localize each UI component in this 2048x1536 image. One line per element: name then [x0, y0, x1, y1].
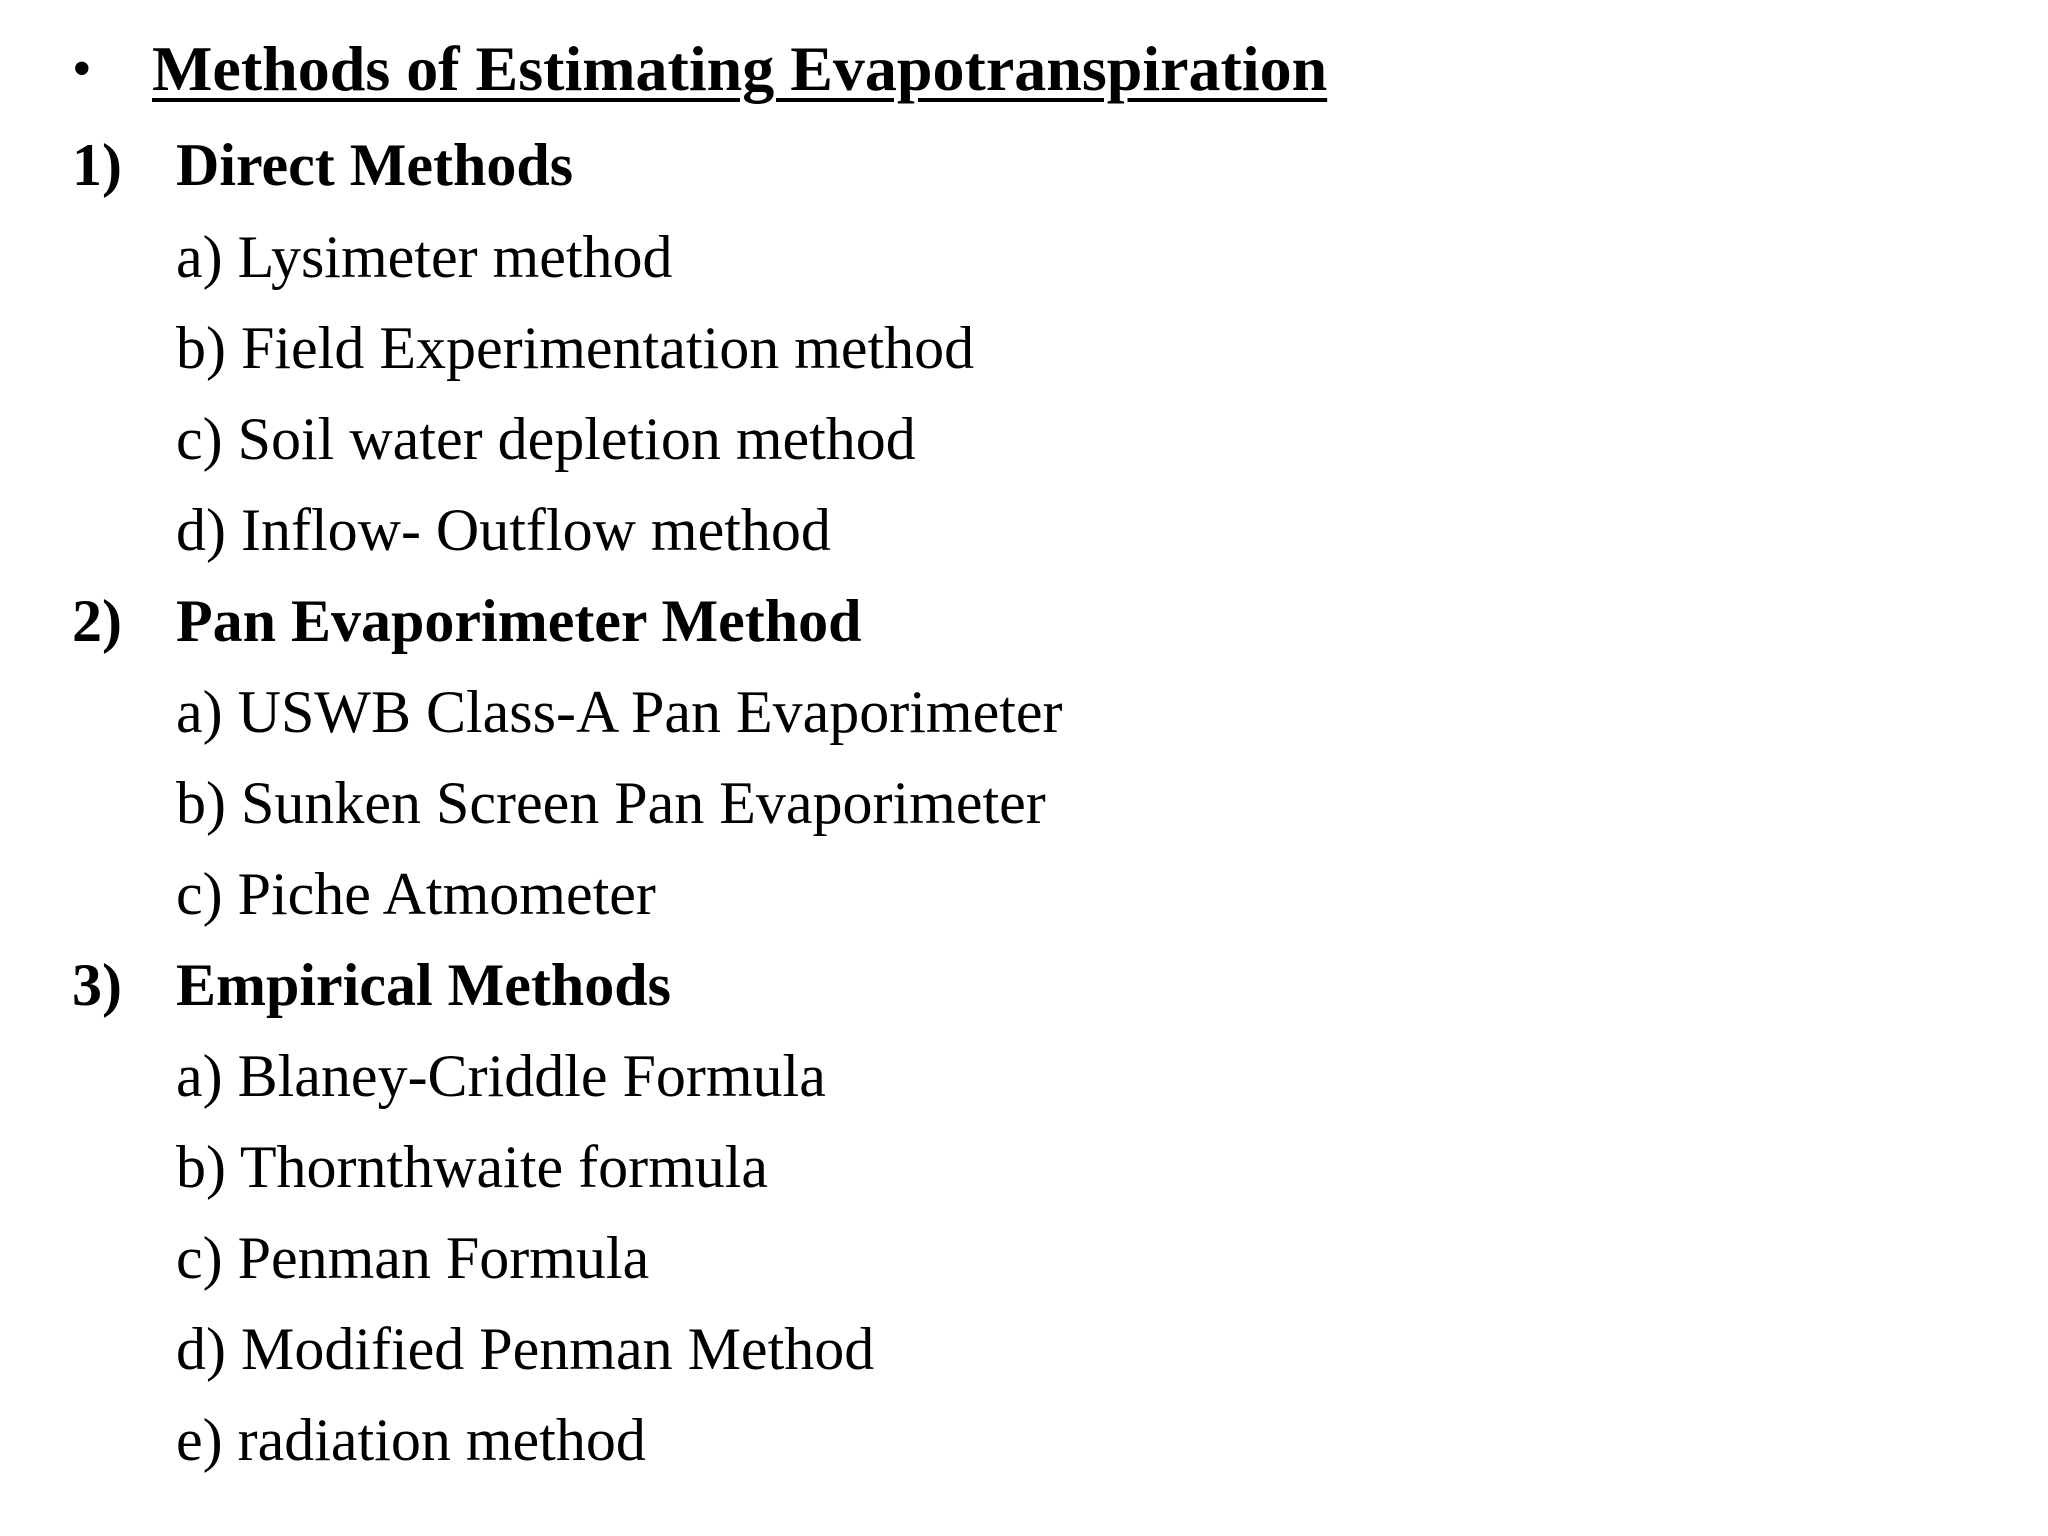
list-item: b) Sunken Screen Pan Evaporimeter [176, 770, 1046, 836]
list-item: d) Modified Penman Method [176, 1316, 875, 1382]
list-item: c) Penman Formula [176, 1225, 650, 1291]
section-heading-direct-methods: Direct Methods [176, 132, 574, 198]
section-number-1: 1) [72, 132, 122, 198]
section-number-2: 2) [72, 588, 122, 654]
section-number-3: 3) [72, 952, 122, 1018]
section-heading-empirical-methods: Empirical Methods [176, 952, 671, 1018]
list-item: e) radiation method [176, 1407, 646, 1473]
list-item: c) Piche Atmometer [176, 861, 656, 927]
list-item: b) Thornthwaite formula [176, 1134, 769, 1200]
title-bullet: • [72, 38, 92, 100]
list-item: a) Lysimeter method [176, 224, 673, 290]
list-item: a) Blaney-Criddle Formula [176, 1043, 826, 1109]
list-item: a) USWB Class-A Pan Evaporimeter [176, 679, 1063, 745]
list-item: c) Soil water depletion method [176, 406, 916, 472]
list-item: b) Field Experimentation method [176, 315, 975, 381]
section-heading-pan-evaporimeter: Pan Evaporimeter Method [176, 588, 862, 654]
page-title: Methods of Estimating Evapotranspiration [152, 33, 1328, 104]
list-item: d) Inflow- Outflow method [176, 497, 831, 563]
